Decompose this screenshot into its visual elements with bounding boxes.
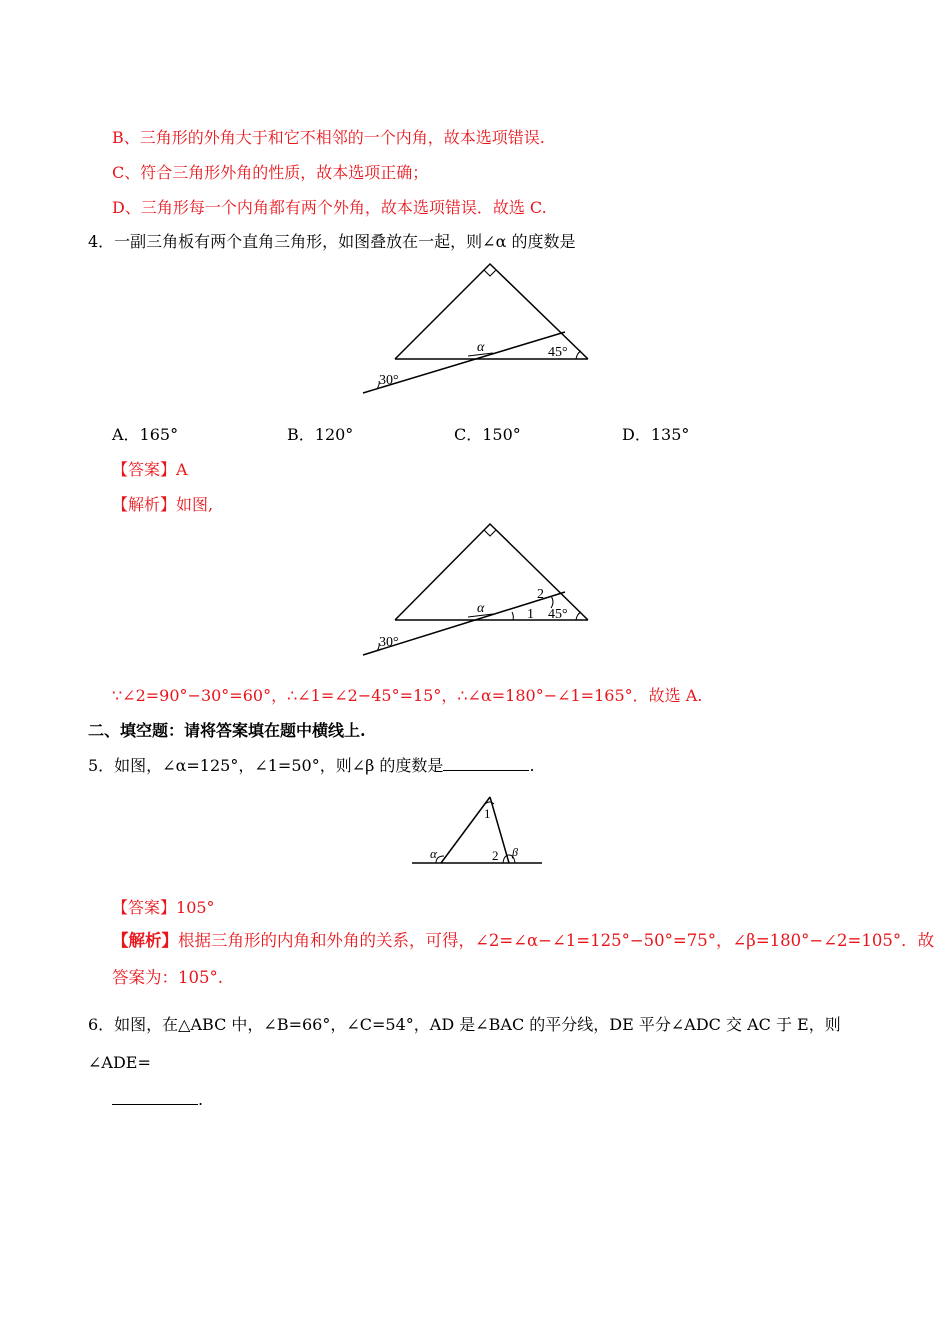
q6-stem-end: . bbox=[198, 1090, 204, 1109]
q3-option-d-analysis: D、三角形每一个内角都有两个外角，故本选项错误．故选 C. bbox=[112, 198, 547, 217]
q4-analysis-text: 如图, bbox=[176, 495, 214, 514]
q4-analysis-tag: 【解析】 bbox=[112, 495, 177, 514]
q4-reasoning: ∵∠2=90°−30°=60°，∴∠1=∠2−45°=15°，∴∠α=180°−∠1=165°．故选 A. bbox=[112, 686, 703, 705]
q4-analysis-figure bbox=[355, 520, 600, 662]
svg-text:α: α bbox=[477, 601, 485, 616]
q5-analysis-text: 根据三角形的内角和外角的关系，可得，∠2=∠α−∠1=125°−50°=75°，∠β=180°−∠2=105°．故 bbox=[178, 931, 935, 950]
svg-text:1: 1 bbox=[527, 607, 534, 622]
q3-option-c-analysis: C、符合三角形外角的性质，故本选项正确； bbox=[112, 163, 429, 182]
q5-analysis-line2: 答案为：105°. bbox=[112, 968, 223, 987]
svg-text:β: β bbox=[512, 845, 518, 859]
q5-stem-end: . bbox=[529, 756, 535, 775]
q4-option-d: D．135° bbox=[622, 425, 690, 444]
q6-answer-line bbox=[112, 1088, 203, 1111]
q4-answer bbox=[112, 459, 188, 481]
svg-text:1: 1 bbox=[484, 806, 491, 821]
svg-text:30°: 30° bbox=[379, 635, 399, 650]
svg-text:α: α bbox=[430, 846, 437, 861]
svg-text:45°: 45° bbox=[548, 607, 568, 622]
q5-answer bbox=[112, 897, 215, 919]
q4-stem: 4．一副三角板有两个直角三角形，如图叠放在一起，则∠α 的度数是 bbox=[88, 232, 576, 251]
q4-alpha-label: α bbox=[477, 340, 485, 355]
q4-option-a: A．165° bbox=[112, 425, 179, 444]
q4-option-c: C．150° bbox=[454, 425, 521, 444]
svg-text:2: 2 bbox=[492, 848, 499, 863]
q6-stem-continued: ∠ADE= bbox=[88, 1053, 151, 1072]
q4-45-label: 45° bbox=[548, 345, 568, 360]
section2-title: 二、填空题：请将答案填在题中横线上. bbox=[88, 721, 366, 740]
q5-analysis-line1 bbox=[112, 930, 934, 952]
q4-answer-value: A bbox=[176, 460, 188, 479]
q5-answer-value: 105° bbox=[176, 898, 215, 917]
q4-figure bbox=[355, 260, 600, 400]
q5-figure bbox=[408, 792, 546, 868]
q5-stem bbox=[88, 754, 535, 777]
q4-answer-tag: 【答案】 bbox=[112, 460, 177, 479]
q6-stem: 6．如图，在△ABC 中，∠B=66°，∠C=54°，AD 是∠BAC 的平分线，DE 平分∠ADC 交 AC 于 E，则 bbox=[88, 1015, 841, 1034]
q5-answer-tag: 【答案】 bbox=[112, 898, 177, 917]
q5-answer-blank[interactable] bbox=[443, 754, 529, 771]
svg-text:2: 2 bbox=[537, 587, 544, 602]
q4-analysis-intro bbox=[112, 494, 213, 516]
q5-analysis-tag: 【解析】 bbox=[112, 931, 178, 950]
q4-30-label: 30° bbox=[379, 373, 399, 388]
q6-answer-blank[interactable] bbox=[112, 1088, 198, 1105]
q5-stem-text: 5．如图，∠α=125°，∠1=50°，则∠β 的度数是 bbox=[88, 756, 444, 775]
q4-right-angle-mark bbox=[484, 270, 496, 276]
q4-option-b: B．120° bbox=[287, 425, 354, 444]
q3-option-b-analysis: B、三角形的外角大于和它不相邻的一个内角，故本选项错误. bbox=[112, 128, 545, 147]
